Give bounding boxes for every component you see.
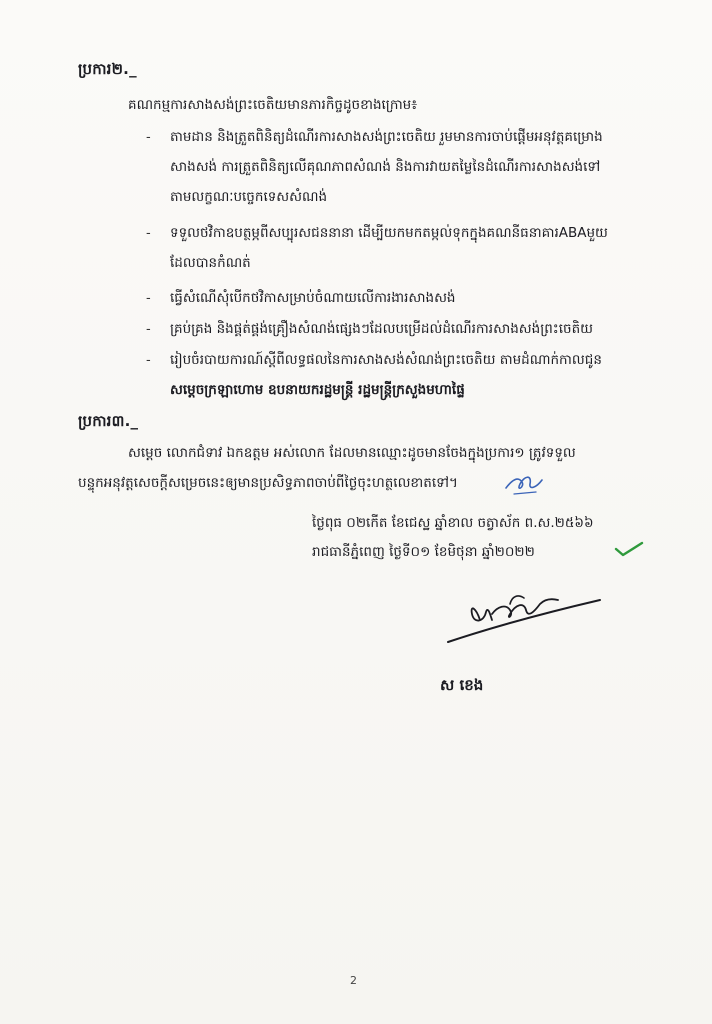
bullet-dash: - — [146, 226, 151, 241]
solar-date: រាជធានីភ្នំពេញ ថ្ងៃទី០១ ខែមិថុនា ឆ្នាំ២០២២ — [312, 544, 535, 560]
bullet-dash: - — [146, 291, 151, 306]
bullet-dash: - — [146, 353, 151, 368]
article-2-intro: គណកម្មការសាងសង់ព្រះចេតិយមានភារកិច្ចដូចខាងក្រោម៖ — [128, 97, 418, 113]
handwritten-initial-mark — [502, 470, 546, 498]
duty-1-line-2: សាងសង់ ការត្រួតពិនិត្យលើគុណភាពសំណង់ និងការវាយតម្លៃនៃដំណើរការសាងសង់ទៅ — [170, 159, 601, 175]
duty-3-line-1: ធ្វើសំណើសុំបើកថវិកាសម្រាប់ចំណាយលើការងារសាងសង់ — [170, 290, 456, 306]
article-2-heading: ប្រការ២._ — [78, 60, 137, 78]
article-3-line-1: សម្ដេច លោកជំទាវ ឯកឧត្តម អស់លោក ដែលមានឈ្មោះដូចមានចែងក្នុងប្រការ១ ត្រូវទទួល — [128, 445, 576, 461]
duty-1-line-3: តាមលក្ខណៈបច្ចេកទេសសំណង់ — [170, 189, 328, 205]
check-mark-icon — [614, 540, 644, 558]
page-number: 2 — [350, 974, 357, 987]
bullet-dash: - — [146, 130, 151, 145]
lunar-date: ថ្ងៃពុធ ០២កើត ខែជេស្ឋ ឆ្នាំខាល ចត្វាស័ក ព.ស.២៥៦៦ — [312, 515, 594, 531]
duty-4-line-1: គ្រប់គ្រង និងផ្គត់ផ្គង់គ្រឿងសំណង់ផ្សេងៗដែលបម្រើដល់ដំណើរការសាងសង់ព្រះចេតិយ — [170, 321, 594, 337]
duty-5-line-2: សម្ដេចក្រឡាហោម ឧបនាយករដ្ឋមន្ត្រី រដ្ឋមន្ត្រីក្រសួងមហាផ្ទៃ — [170, 382, 465, 398]
article-3-line-2: បន្ទុកអនុវត្តសេចក្ដីសម្រេចនេះឲ្យមានប្រសិទ្ធភាពចាប់ពីថ្ងៃចុះហត្ថលេខាតទៅ។ — [78, 475, 458, 491]
signer-name: ស ខេង — [440, 676, 484, 694]
duty-5-line-1: រៀបចំរបាយការណ៍ស្ដីពីលទ្ធផលនៃការសាងសង់សំណង់ព្រះចេតិយ តាមដំណាក់កាលជូន — [170, 352, 602, 368]
duty-1-line-1: តាមដាន និងត្រួតពិនិត្យដំណើរការសាងសង់ព្រះចេតិយ រួមមានការចាប់ផ្ដើមអនុវត្តគម្រោង — [170, 129, 603, 145]
signature-mark — [440, 584, 610, 648]
duty-2-line-1: ទទួលថវិកាឧបត្ថម្ភពីសប្បុរសជននានា ដើម្បីយកមកតម្កល់ទុកក្នុងគណនីធនាគារABAមួយ — [170, 225, 608, 241]
bullet-dash: - — [146, 322, 151, 337]
duty-2-line-2: ដែលបានកំណត់ — [170, 255, 251, 271]
article-3-heading: ប្រការ៣._ — [78, 412, 139, 430]
